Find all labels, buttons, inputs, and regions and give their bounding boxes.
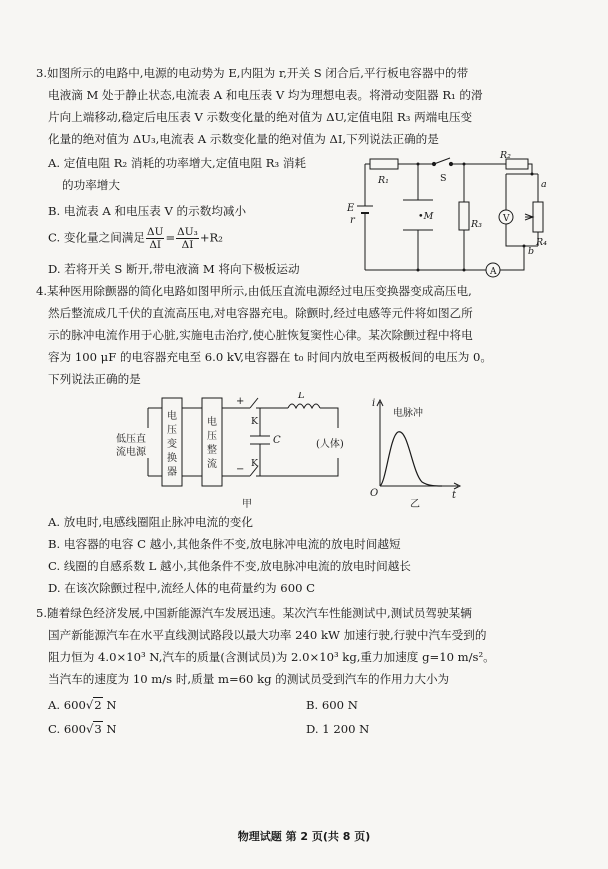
label-r: r — [350, 215, 355, 226]
transformer-char-3: 变 — [167, 439, 177, 450]
q3-option-d: D. 若将开关 S 断开,带电液滴 M 将向下极板运动 — [48, 262, 300, 276]
q4-option-b: B. 电容器的电容 C 越小,其他条件不变,放电脉冲电流的放电时间越短 — [48, 537, 401, 551]
transformer-char-5: 器 — [167, 467, 177, 478]
resistor-r3-icon — [459, 202, 469, 230]
q4-option-c: C. 线圈的自感系数 L 越小,其他条件不变,放电脉冲电流的放电时间越长 — [48, 559, 411, 573]
transformer-char-1: 电 — [167, 411, 177, 422]
label-a-meter: A — [490, 267, 497, 277]
q5-option-b: B. 600 N — [306, 698, 358, 712]
q3-line-4: 化量的绝对值为 ΔU₃,电流表 A 示数变化量的绝对值为 ΔI,下列说法正确的是 — [48, 132, 439, 146]
transformer-char-4: 换 — [167, 453, 177, 464]
resistor-r1-icon — [370, 159, 398, 169]
q3-circuit-diagram — [340, 150, 555, 285]
caption-jia: 甲 — [242, 499, 252, 510]
q4-line-4: 容为 100 μF 的电容器充电至 6.0 kV,电容器在 t₀ 时间内放电至两极板间的电压为 0。 — [48, 350, 492, 364]
q3-fraction-2-num: ΔU₃ — [177, 226, 198, 238]
q5-line-4: 当汽车的速度为 10 m/s 时,质量 m=60 kg 的测试员受到汽车的作用力大小为 — [48, 672, 450, 686]
q5-line-2: 国产新能源汽车在水平直线测试路段以最大功率 240 kW 加速行驶,行驶中汽车受到的 — [48, 628, 487, 642]
label-r3: R₃ — [471, 219, 482, 230]
q5-line-3: 阻力恒为 4.0×10³ N,汽车的质量(含测试员)为 2.0×10³ kg,重力加速度 g=10 m/s²。 — [48, 650, 495, 664]
label-k2: K — [251, 458, 259, 469]
inductor-l-icon — [288, 404, 320, 408]
q3-line-3: 片向上端移动,稳定后电压表 V 示数变化量的绝对值为 ΔU,定值电阻 R₃ 两端电压变 — [48, 110, 473, 124]
plus-sign: + — [236, 396, 245, 407]
switch-k1-icon — [250, 398, 258, 408]
q5-option-c: C. 600√3 N — [48, 722, 117, 736]
q4-option-d: D. 在该次除颤过程中,流经人体的电荷量约为 600 C — [48, 581, 315, 595]
label-r4: R₄ — [536, 237, 547, 248]
label-s: S — [440, 173, 447, 184]
rectifier-box — [202, 398, 222, 486]
rectifier-char-1: 电 — [207, 417, 217, 428]
rectifier-char-2: 压 — [207, 431, 217, 442]
q3-equals: = — [165, 230, 176, 245]
q4-option-a: A. 放电时,电感线圈阻止脉冲电流的变化 — [48, 515, 253, 529]
label-e: E — [347, 203, 355, 214]
q3-option-b: B. 电流表 A 和电压表 V 的示数均减小 — [48, 204, 247, 218]
q4-line-3: 示的脉冲电流作用于心脏,实施电击治疗,使心脏恢复窦性心律。某次除颤过程中将电 — [48, 328, 473, 342]
q3-fraction-1-den: ΔI — [149, 239, 162, 251]
label-c: C — [273, 435, 281, 446]
label-r2: R₂ — [500, 150, 511, 161]
minus-sign: − — [236, 464, 245, 475]
q5-option-a: A. 600√2 N — [48, 698, 117, 712]
pulse-label: 电脉冲 — [393, 408, 423, 419]
q3-fraction-1-num: ΔU — [147, 226, 164, 238]
q3-line-1: 3.如图所示的电路中,电源的电动势为 E,内阻为 r,开关 S 闭合后,平行板电容器中的带 — [36, 66, 469, 80]
q5-option-a-pre: A. 600 — [48, 698, 86, 712]
q3-option-a: A. 定值电阻 R₂ 消耗的功率增大,定值电阻 R₃ 消耗 — [48, 156, 307, 170]
q5-option-a-root: 2 — [94, 698, 102, 712]
label-v: V — [503, 214, 510, 224]
page-footer: 物理试题 第 2 页(共 8 页) — [237, 830, 371, 843]
rectifier-char-4: 流 — [207, 459, 217, 470]
body-label: (人体) — [316, 439, 344, 450]
origin-label: O — [370, 488, 379, 499]
q3-option-c — [48, 226, 223, 251]
axis-t-label: t — [452, 490, 457, 501]
label-b: b — [528, 246, 535, 257]
source-label-1: 低压直 — [116, 434, 146, 445]
rheostat-r4-icon — [533, 202, 543, 232]
rectifier-char-3: 整 — [207, 445, 217, 456]
pulse-curve — [380, 432, 442, 486]
q3-option-c-suffix: +R₂ — [199, 230, 223, 245]
transformer-char-2: 压 — [167, 425, 177, 436]
q3-fraction-1 — [146, 226, 164, 251]
caption-yi: 乙 — [410, 499, 420, 510]
axis-i-label: i — [372, 398, 376, 409]
switch-s-icon — [434, 158, 450, 164]
q5-option-c-root: 3 — [94, 722, 102, 736]
q5-option-c-unit: N — [102, 722, 117, 736]
label-a: a — [541, 179, 547, 190]
label-m: •M — [418, 211, 434, 222]
q5-option-c-pre: C. 600 — [48, 722, 86, 736]
label-l: L — [298, 392, 305, 401]
label-k1: K — [251, 416, 259, 427]
label-r1: R₁ — [378, 175, 389, 186]
q4-line-5: 下列说法正确的是 — [48, 372, 141, 386]
q4-line-2: 然后整流成几千伏的直流高压电,对电容器充电。除颤时,经过电感等元件将如图乙所 — [48, 306, 473, 320]
q3-line-2: 电液滴 M 处于静止状态,电流表 A 和电压表 V 均为理想电表。将滑动变阻器 R₁ 的滑 — [48, 88, 483, 102]
q4-defibrillator-diagram — [110, 392, 480, 512]
q3-option-c-prefix: C. 变化量之间满足 — [48, 230, 145, 245]
q3-fraction-2-den: ΔI — [181, 239, 194, 251]
q4-line-1: 4.某种医用除颤器的简化电路如图甲所示,由低压直流电源经过电压变换器变成高压电, — [36, 284, 472, 298]
source-label-2: 流电源 — [116, 447, 146, 458]
q3-option-a-cont: 的功率增大 — [62, 178, 120, 192]
q3-fraction-2 — [176, 226, 199, 251]
q5-line-1: 5.随着绿色经济发展,中国新能源汽车发展迅速。某次汽车性能测试中,测试员驾驶某辆 — [36, 606, 472, 620]
q5-option-d: D. 1 200 N — [306, 722, 370, 736]
q5-option-a-unit: N — [102, 698, 117, 712]
